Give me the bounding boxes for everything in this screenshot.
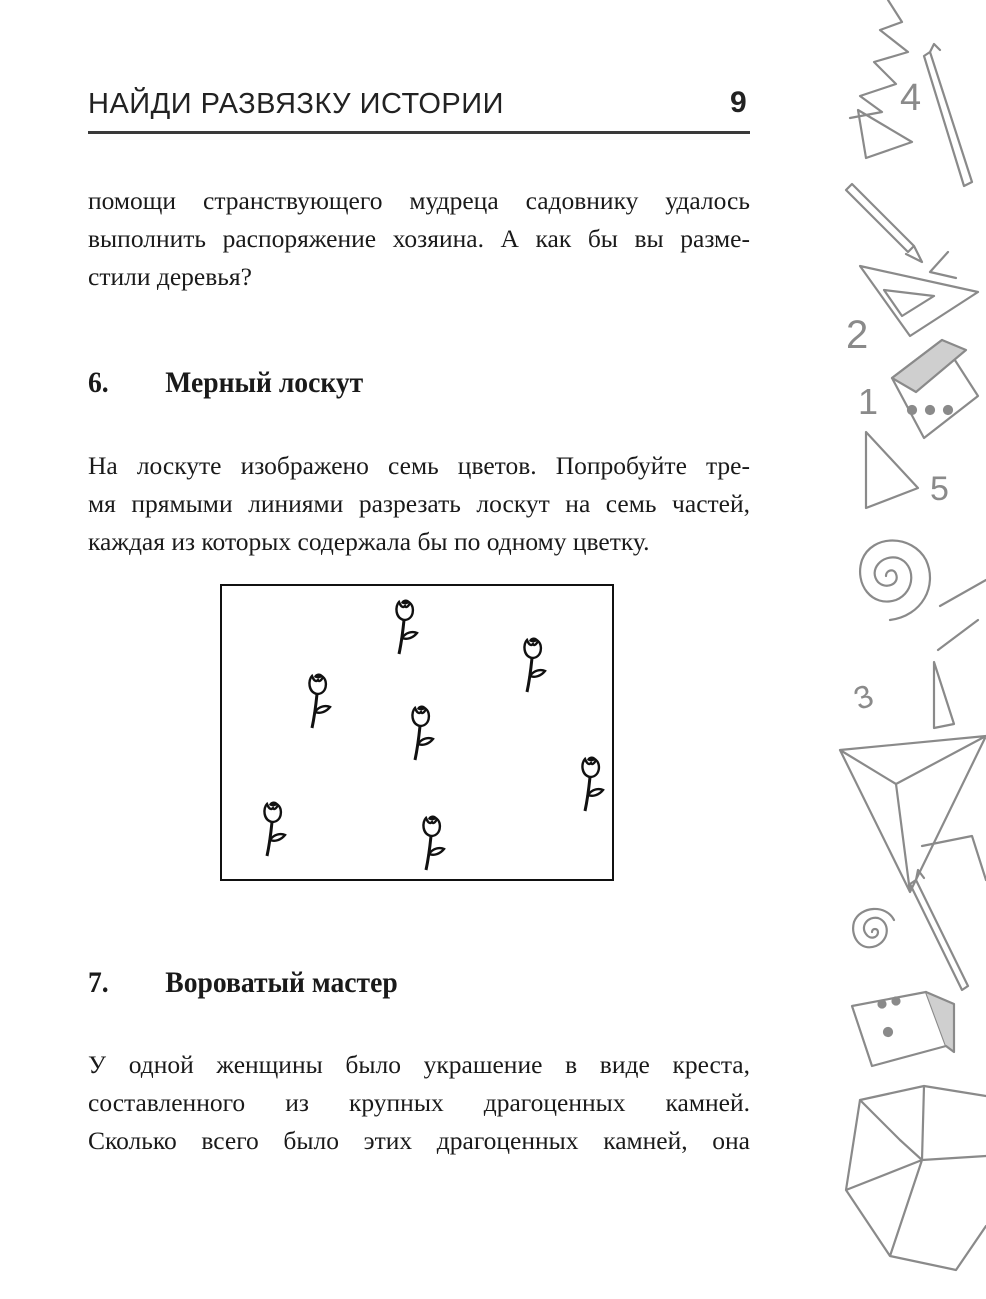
numeral-doodle: 3 bbox=[848, 677, 879, 718]
flower-icon bbox=[300, 670, 336, 732]
section-7-paragraph bbox=[88, 1046, 750, 1160]
spiral-doodle bbox=[860, 541, 930, 621]
running-header-title: НАЙДИ РАЗВЯЗКУ ИСТОРИИ bbox=[88, 88, 504, 120]
pencil-icon bbox=[924, 44, 972, 186]
section-title: Мерный лоскут bbox=[165, 366, 364, 399]
section-title: Вороватый мастер bbox=[165, 966, 398, 999]
section-6-paragraph bbox=[88, 447, 750, 561]
text-line: составленного из крупных драгоценных камней. bbox=[88, 1088, 750, 1117]
set-square-icon bbox=[860, 266, 978, 336]
patch-figure bbox=[220, 584, 614, 881]
page-number: 9 bbox=[730, 86, 747, 119]
triangle-icon bbox=[866, 432, 918, 508]
numeral-doodle: 5 bbox=[930, 470, 949, 508]
line-doodle bbox=[938, 580, 986, 650]
flower-icon bbox=[387, 596, 423, 658]
text-line: мя прямыми линиями разрезать лоскут на семь частей, bbox=[88, 489, 750, 518]
spiral-doodle bbox=[853, 909, 894, 947]
decorative-border bbox=[830, 0, 986, 1299]
numeral-doodle: 1 bbox=[858, 381, 879, 422]
flower-icon bbox=[573, 753, 609, 815]
pencil-icon bbox=[910, 870, 968, 990]
header-rule bbox=[88, 131, 750, 134]
text-line: помощи странствующего мудреца садовнику удалось bbox=[88, 186, 750, 215]
text-line: стили деревья? bbox=[88, 262, 252, 291]
text-line: На лоскуте изображено семь цветов. Попробуйте тре- bbox=[88, 451, 750, 480]
text-line: каждая из которых содержала бы по одному цветку. bbox=[88, 527, 650, 556]
intro-paragraph bbox=[88, 182, 750, 296]
pyramid-icon bbox=[840, 736, 986, 892]
section-number: 6. bbox=[88, 366, 109, 399]
flower-icon bbox=[255, 798, 291, 860]
set-square-icon bbox=[934, 662, 954, 728]
flower-icon bbox=[403, 702, 439, 764]
section-7-heading bbox=[88, 966, 398, 1000]
text-line: У одной женщины было украшение в виде креста, bbox=[88, 1050, 750, 1079]
section-6-heading bbox=[88, 366, 363, 400]
flower-icon bbox=[515, 634, 551, 696]
angle-doodle bbox=[930, 252, 956, 278]
section-number: 7. bbox=[88, 966, 109, 999]
polyhedron-icon bbox=[846, 1086, 986, 1270]
text-line: Сколько всего было этих драгоценных камней, она bbox=[88, 1126, 750, 1155]
text-line: выполнить распоряжение хозяина. А как бы вы разме- bbox=[88, 224, 750, 253]
numeral-doodle: 4 bbox=[900, 77, 922, 119]
numeral-doodle: 2 bbox=[846, 313, 869, 357]
shard-doodle bbox=[922, 836, 986, 880]
pencil-icon bbox=[846, 184, 922, 262]
flower-icon bbox=[414, 812, 450, 874]
